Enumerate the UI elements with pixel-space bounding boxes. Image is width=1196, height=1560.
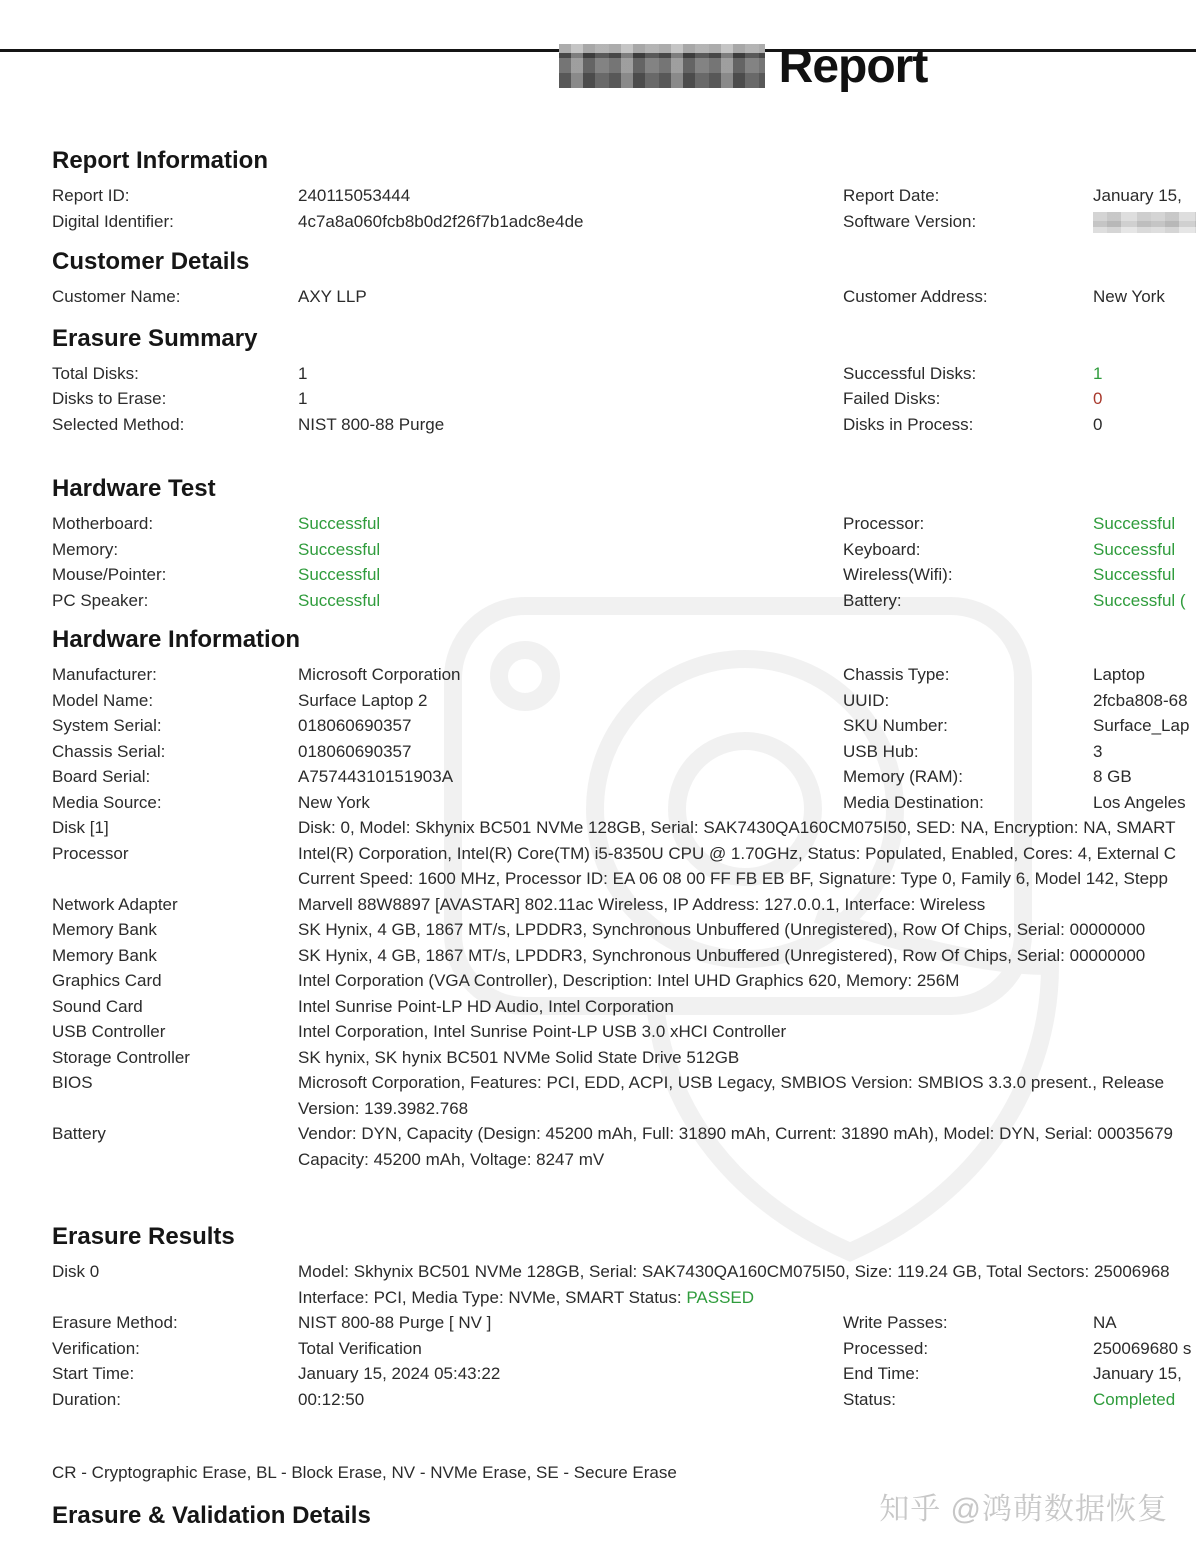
- field-value: Vendor: DYN, Capacity (Design: 45200 mAh, Full: 31890 mAh, Current: 31890 mAh), Model: DYN, Serial: 00035679: [298, 1124, 1174, 1143]
- table-row: [52, 361, 1196, 387]
- field-label: Report ID:: [52, 186, 130, 205]
- field-label: Media Destination:: [843, 792, 984, 812]
- field-label: Manufacturer:: [52, 665, 157, 684]
- field-label: Battery:: [843, 590, 902, 610]
- field-value: Intel Corporation (VGA Controller), Description: Intel UHD Graphics 620, Memory: 256M: [298, 971, 960, 990]
- field-label: Verification:: [52, 1338, 140, 1358]
- field-label: Selected Method:: [52, 414, 185, 434]
- field-label: Wireless(Wifi):: [843, 565, 953, 584]
- redacted-software-version: [1093, 209, 1196, 235]
- section-heading: Hardware Information: [52, 626, 301, 653]
- table-row: [52, 739, 1196, 765]
- table-row: [52, 1121, 1196, 1147]
- field-value: 0: [1093, 414, 1103, 434]
- table-row: [52, 764, 1196, 790]
- field-label: USB Hub:: [843, 741, 919, 761]
- field-value: Intel Sunrise Point-LP HD Audio, Intel Corporation: [298, 996, 674, 1016]
- status-value: Successful: [298, 514, 381, 533]
- table-row: [52, 209, 1196, 235]
- report-document: [0, 36, 1196, 1530]
- table-row: [52, 1045, 1196, 1071]
- field-label: Duration:: [52, 1389, 121, 1409]
- field-label: Memory:: [52, 539, 119, 559]
- table-row: [52, 537, 1196, 563]
- field-label: UUID:: [843, 690, 890, 710]
- field-label: Disks in Process:: [843, 414, 974, 434]
- field-value: Surface_Lap: [1093, 716, 1190, 735]
- field-label: Storage Controller: [52, 1047, 190, 1067]
- field-value: Marvell 88W8897 [AVASTAR] 802.11ac Wireless, IP Address: 127.0.0.1, Interface: Wireless: [298, 894, 986, 914]
- field-label: [52, 1147, 298, 1173]
- field-label: Disk [1]: [52, 818, 109, 837]
- field-value: SK Hynix, 4 GB, 1867 MT/s, LPDDR3, Synchronous Unbuffered (Unregistered), Row Of Chips, Serial: 00000000: [298, 945, 1146, 965]
- disk-details-line1: Model: Skhynix BC501 NVMe 128GB, Serial: SAK7430QA160CM075I50, Size: 119.24 GB, Total Sectors: 25006968: [298, 1262, 1170, 1281]
- field-label: Write Passes:: [843, 1313, 948, 1332]
- field-value: 250069680 s: [1093, 1338, 1192, 1358]
- table-row: [52, 815, 1196, 841]
- field-value: Intel(R) Corporation, Intel(R) Core(TM) i5-8350U CPU @ 1.70GHz, Status: Populated, Enabled, Cores: 4, External C: [298, 843, 1177, 863]
- field-value: Microsoft Corporation: [298, 665, 461, 684]
- field-label: Digital Identifier:: [52, 211, 174, 231]
- field-value: NIST 800-88 Purge: [298, 414, 445, 434]
- report-title-text: Report: [778, 39, 928, 93]
- field-value: Version: 139.3982.768: [298, 1098, 469, 1118]
- field-value: Current Speed: 1600 MHz, Processor ID: EA 06 08 00 FF FB EB BF, Signature: Type 0, Family 6, Model 142, Stepp: [298, 869, 1168, 888]
- field-label: [52, 866, 298, 892]
- table-row: [52, 968, 1196, 994]
- field-label: Network Adapter: [52, 894, 178, 914]
- field-label: Start Time:: [52, 1364, 135, 1383]
- table-row: [52, 1147, 1196, 1173]
- field-label: [52, 1096, 298, 1122]
- field-label: Motherboard:: [52, 514, 154, 533]
- table-row: [52, 1070, 1196, 1096]
- status-value: Successful (: [1093, 590, 1186, 610]
- section-heading: Erasure Results: [52, 1223, 235, 1250]
- table-row: [52, 588, 1196, 614]
- redacted-brand-logo: [559, 44, 765, 88]
- field-value: New York: [298, 792, 370, 812]
- field-label: SKU Number:: [843, 716, 948, 735]
- field-label: System Serial:: [52, 716, 162, 735]
- zhihu-author-watermark: 知乎 @鸿萌数据恢复: [879, 1493, 1168, 1526]
- field-value: Capacity: 45200 mAh, Voltage: 8247 mV: [298, 1149, 605, 1169]
- disk-details-line2-prefix: Interface: PCI, Media Type: NVMe, SMART Status:: [298, 1287, 687, 1307]
- section-erasure-results: [52, 1222, 1196, 1412]
- field-label: Keyboard:: [843, 539, 921, 559]
- field-label: Software Version:: [843, 211, 977, 231]
- section-heading: Hardware Test: [52, 475, 216, 502]
- field-label: Processor:: [843, 514, 925, 533]
- table-row: [52, 1310, 1196, 1336]
- field-value: Intel Corporation, Intel Sunrise Point-LP USB 3.0 xHCI Controller: [298, 1022, 787, 1041]
- section-heading: Erasure Summary: [52, 324, 258, 352]
- field-label: Memory Bank: [52, 920, 157, 939]
- field-value: Total Verification: [298, 1338, 422, 1358]
- field-value: Surface Laptop 2: [298, 690, 428, 710]
- field-label: Graphics Card: [52, 971, 162, 990]
- field-value: SK hynix, SK hynix BC501 NVMe Solid State Drive 512GB: [298, 1047, 740, 1067]
- table-row: [52, 994, 1196, 1020]
- smart-status-badge: PASSED: [686, 1287, 755, 1307]
- field-label: PC Speaker:: [52, 590, 149, 610]
- table-row: [52, 790, 1196, 816]
- table-row: [52, 511, 1196, 537]
- erasure-status-badge: Completed: [1093, 1389, 1176, 1409]
- field-value: January 15, 2024 05:43:22: [298, 1364, 501, 1383]
- field-value: Laptop: [1093, 665, 1145, 684]
- field-label: Chassis Serial:: [52, 741, 166, 761]
- section-hardware-test: [52, 474, 1196, 613]
- field-value: 240115053444: [298, 186, 411, 205]
- field-value: 1: [298, 389, 308, 408]
- field-label: Customer Address:: [843, 287, 988, 306]
- successful-disks-count: 1: [1093, 363, 1103, 383]
- field-value: 8 GB: [1093, 767, 1132, 786]
- status-value: Successful: [1093, 539, 1176, 559]
- field-label: Processed:: [843, 1338, 929, 1358]
- status-value: Successful: [298, 539, 381, 559]
- table-row: [52, 183, 1196, 209]
- field-value: 3: [1093, 741, 1103, 761]
- field-value: 2fcba808-68: [1093, 690, 1188, 710]
- status-value: Successful: [1093, 565, 1176, 584]
- field-label: Total Disks:: [52, 363, 139, 383]
- table-row: [52, 688, 1196, 714]
- field-label: Status:: [843, 1389, 896, 1409]
- table-row: [52, 284, 1196, 310]
- field-value: 1: [298, 363, 308, 383]
- field-value: A75744310151903A: [298, 767, 454, 786]
- field-label: [52, 1285, 298, 1311]
- field-label: Sound Card: [52, 996, 143, 1016]
- field-value: NA: [1093, 1313, 1117, 1332]
- section-heading: Report Information: [52, 147, 268, 174]
- table-row: [52, 386, 1196, 412]
- field-label: Memory Bank: [52, 945, 157, 965]
- field-label: Media Source:: [52, 792, 162, 812]
- field-label: Erasure Method:: [52, 1313, 178, 1332]
- field-value: Disk: 0, Model: Skhynix BC501 NVMe 128GB, Serial: SAK7430QA160CM075I50, SED: NA, Encryption: NA, SMART: [298, 818, 1176, 837]
- field-value: 4c7a8a060fcb8b0d2f26f7b1adc8e4de: [298, 211, 584, 231]
- field-value: New York: [1093, 287, 1165, 306]
- failed-disks-count: 0: [1093, 389, 1103, 408]
- section-hardware-information: [52, 625, 1196, 1172]
- field-label: Report Date:: [843, 186, 940, 205]
- field-label: Memory (RAM):: [843, 767, 963, 786]
- field-value: 00:12:50: [298, 1389, 365, 1409]
- table-row: [52, 841, 1196, 867]
- field-label: Processor: [52, 843, 129, 863]
- field-label: Model Name:: [52, 690, 154, 710]
- table-row: [52, 1096, 1196, 1122]
- field-label: Battery: [52, 1124, 106, 1143]
- table-row: [52, 713, 1196, 739]
- table-row: [52, 943, 1196, 969]
- field-label: BIOS: [52, 1073, 93, 1092]
- pixelated-redaction-block: [1093, 212, 1196, 233]
- field-value: NIST 800-88 Purge [ NV ]: [298, 1313, 492, 1332]
- table-row: [52, 892, 1196, 918]
- table-row: [52, 1259, 1196, 1285]
- table-row: [52, 1019, 1196, 1045]
- next-section-heading-clipped: Erasure & Validation Details: [52, 1501, 371, 1529]
- field-value: January 15,: [1093, 1364, 1182, 1383]
- erase-method-legend: CR - Cryptographic Erase, BL - Block Erase, NV - NVMe Erase, SE - Secure Erase: [52, 1463, 677, 1482]
- field-value: AXY LLP: [298, 287, 367, 306]
- field-label: Mouse/Pointer:: [52, 565, 167, 584]
- field-label: USB Controller: [52, 1022, 166, 1041]
- section-customer-details: [52, 247, 1196, 310]
- field-value: Los Angeles: [1093, 792, 1186, 812]
- table-row: [52, 1387, 1196, 1413]
- table-row: [52, 412, 1196, 438]
- field-value: SK Hynix, 4 GB, 1867 MT/s, LPDDR3, Synchronous Unbuffered (Unregistered), Row Of Chips, Serial: 00000000: [298, 920, 1146, 939]
- section-erasure-summary: [52, 324, 1196, 438]
- field-label: Disk 0: [52, 1262, 100, 1281]
- field-label: Disks to Erase:: [52, 389, 167, 408]
- status-value: Successful: [298, 565, 381, 584]
- field-label: Successful Disks:: [843, 363, 977, 383]
- field-value: 018060690357: [298, 716, 412, 735]
- field-label: Board Serial:: [52, 767, 151, 786]
- status-value: Successful: [1093, 514, 1176, 533]
- table-row: [52, 1336, 1196, 1362]
- table-row: [52, 662, 1196, 688]
- table-row: [52, 1285, 1196, 1311]
- table-row: [52, 1361, 1196, 1387]
- field-label: Chassis Type:: [843, 665, 950, 684]
- field-value: 018060690357: [298, 741, 412, 761]
- field-label: Failed Disks:: [843, 389, 941, 408]
- disk-details-line2: [298, 1285, 1196, 1311]
- field-label: Customer Name:: [52, 287, 181, 306]
- table-row: [52, 917, 1196, 943]
- field-value: Microsoft Corporation, Features: PCI, EDD, ACPI, USB Legacy, SMBIOS Version: SMBIOS 3.3.0 present., Release: [298, 1073, 1165, 1092]
- table-row: [52, 866, 1196, 892]
- field-label: End Time:: [843, 1364, 920, 1383]
- table-row: [52, 562, 1196, 588]
- status-value: Successful: [298, 590, 381, 610]
- section-report-information: [52, 146, 1196, 234]
- field-value: January 15,: [1093, 186, 1182, 205]
- report-title: [145, 36, 1196, 96]
- section-heading: Customer Details: [52, 248, 250, 275]
